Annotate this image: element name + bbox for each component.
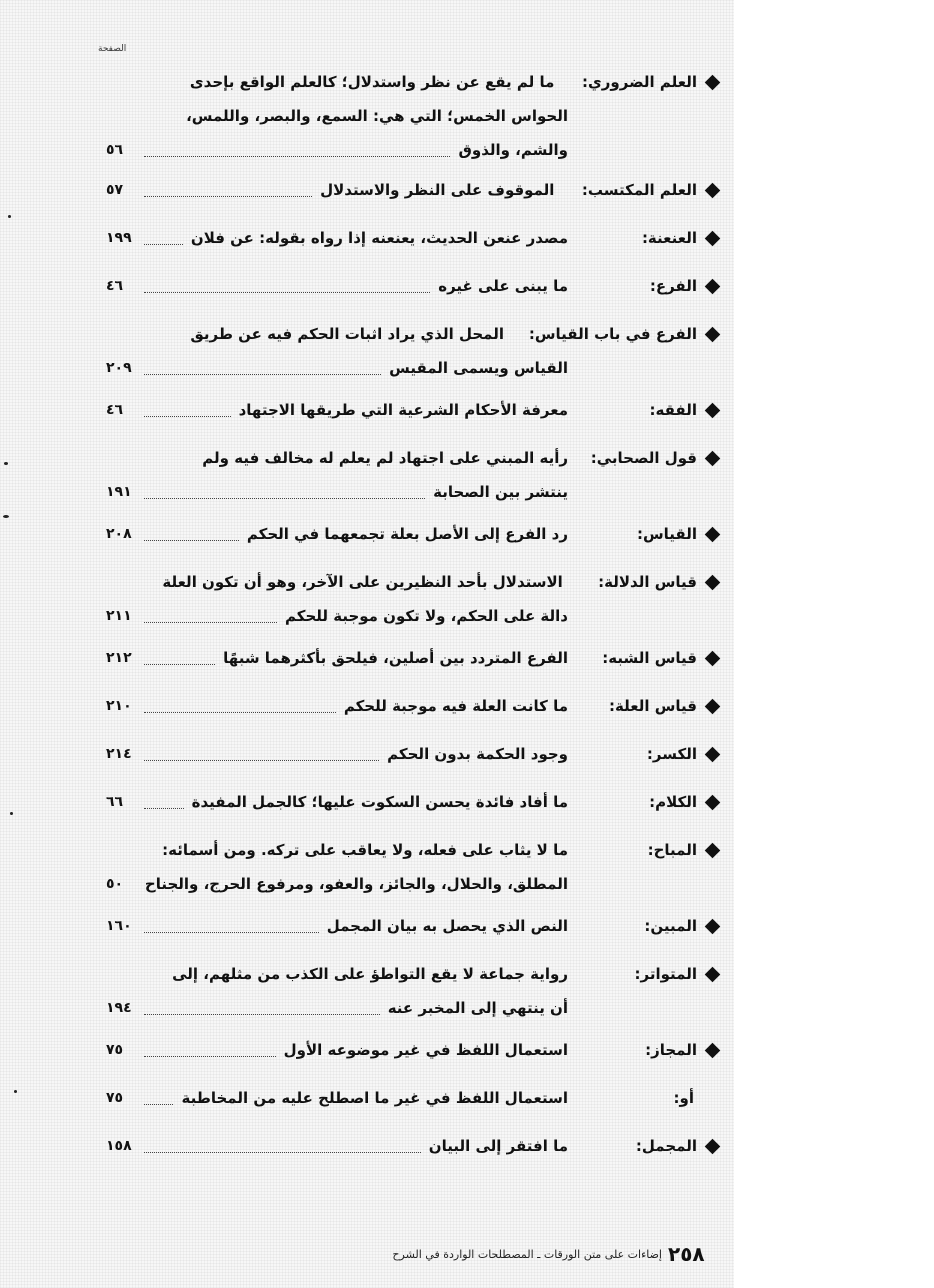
diamond-bullet-icon (705, 698, 721, 714)
entry-term-line (582, 70, 720, 94)
entry-definition-line: النص الذي يحصل به بيان المجمل (326, 917, 568, 935)
scan-speck (3, 515, 9, 518)
scan-speck (4, 462, 8, 465)
entry-term: الفقه: (649, 401, 697, 419)
entry-term-line (637, 522, 720, 546)
entry-definition-line: رد الفرع إلى الأصل بعلة تجمعهما في الحكم (246, 525, 568, 543)
entry-term: المتواتر: (634, 965, 697, 983)
entry-definition-line: الحواس الخمس؛ التي هي: السمع، والبصر، واللمس، (186, 107, 568, 125)
dot-leader (144, 622, 277, 623)
glossary-entry (100, 398, 720, 432)
diamond-bullet-icon (705, 574, 721, 590)
entry-page-number: ٢١١ (106, 608, 132, 624)
glossary-entry (100, 962, 720, 1030)
dot-leader (144, 712, 336, 713)
entry-term: الكلام: (649, 793, 697, 811)
entry-page-number: ١٩٩ (106, 230, 132, 246)
diamond-bullet-icon (705, 1138, 721, 1154)
entry-definition-line: معرفة الأحكام الشرعية التي طريقها الاجتهاد (238, 401, 568, 419)
glossary-entry (100, 1134, 720, 1168)
entry-term: العلم الضروري: (582, 73, 697, 91)
entry-term-line (645, 1038, 720, 1062)
entry-definition-line: الفرع المتردد بين أصلين، فيلحق بأكثرهما شبهًا (223, 649, 568, 667)
entry-definition-line: المطلق، والحلال، والجائز، والعفو، ومرفوع الحرج، والجناح (144, 875, 568, 893)
glossary-entry (100, 790, 720, 824)
entry-page-number: ٦٦ (106, 794, 124, 810)
entry-page-number: ٢١٢ (106, 650, 132, 666)
entry-page-number: ٤٦ (106, 402, 124, 418)
glossary-entry (100, 226, 720, 260)
entry-page-number: ١٩٤ (106, 1000, 132, 1016)
entry-definition-line: دالة على الحكم، ولا تكون موجبة للحكم (284, 607, 568, 625)
glossary-entry (100, 178, 720, 212)
entry-page-number: ١٦٠ (106, 918, 132, 934)
entry-page-number: ٢١٠ (106, 698, 132, 714)
entry-page-number: ٧٥ (106, 1042, 124, 1058)
dot-leader (144, 1056, 276, 1057)
dot-leader (144, 498, 425, 499)
diamond-bullet-icon (705, 230, 721, 246)
entry-definition-line: ما لا يثاب على فعله، ولا يعاقب على تركه. ومن أسمائه: (162, 841, 568, 859)
entry-term-line (644, 914, 720, 938)
dot-leader (144, 808, 184, 809)
entry-term-line (609, 694, 720, 718)
entry-term-line (648, 838, 720, 862)
entry-definition-line: رأيه المبني على اجتهاد لم يعلم له مخالف فيه ولم (202, 449, 568, 467)
diamond-bullet-icon (705, 278, 721, 294)
diamond-bullet-icon (705, 402, 721, 418)
page-number: ٢٥٨ (668, 1242, 705, 1266)
entry-page-number: ٢٠٩ (106, 360, 132, 376)
entry-term-line (650, 274, 720, 298)
entry-definition-line: ما افتقر إلى البيان (428, 1137, 568, 1155)
entry-definition-line: والشم، والذوق (458, 141, 568, 159)
entry-term: المبين: (644, 917, 697, 935)
glossary-entry (100, 522, 720, 556)
scan-speck (14, 1090, 17, 1093)
glossary-entry (100, 694, 720, 728)
entry-definition-line: ما يبنى على غيره (438, 277, 568, 295)
entry-term: قول الصحابي: (590, 449, 697, 467)
glossary-entry (100, 914, 720, 948)
running-footer-title: إضاءات على متن الورقات ـ المصطلحات الواردة في الشرح (392, 1248, 662, 1261)
entry-definition-line: الموقوف على النظر والاستدلال (320, 181, 555, 199)
entry-term-line (636, 1134, 720, 1158)
entry-definition-line: ما كانت العلة فيه موجبة للحكم (343, 697, 568, 715)
dot-leader (144, 416, 231, 417)
entry-term-line (649, 790, 720, 814)
entry-definition-line: ما لم يقع عن نظر واستدلال؛ كالعلم الواقع بإحدى (189, 73, 555, 91)
entry-term-line (650, 398, 720, 422)
glossary-entry (100, 838, 720, 906)
entry-term: المباح: (647, 841, 697, 859)
dot-leader (144, 196, 312, 197)
entry-term: قياس الشبه: (602, 649, 697, 667)
entry-definition-line: مصدر عنعن الحديث، يعنعنه إذا رواه بقوله: عن فلان (190, 229, 568, 247)
entry-term-line (591, 446, 720, 470)
entry-definition-line: الاستدلال بأحد النظيرين على الآخر، وهو أن تكون العلة (162, 573, 563, 591)
diamond-bullet-icon (705, 650, 721, 666)
diamond-bullet-icon (705, 918, 721, 934)
dot-leader (144, 760, 379, 761)
entry-term-line (598, 570, 720, 594)
scan-speck (10, 812, 13, 815)
glossary-entry (100, 742, 720, 776)
page-column-label: الصفحة (98, 44, 127, 54)
entry-term: المجاز: (645, 1041, 697, 1059)
diamond-bullet-icon (705, 794, 721, 810)
scan-speck (8, 215, 11, 218)
dot-leader (144, 374, 381, 375)
entry-definition-line: استعمال اللفظ في غير ما اصطلح عليه من المخاطبة (181, 1089, 568, 1107)
dot-leader (144, 540, 239, 541)
entry-term: القياس: (636, 525, 697, 543)
entry-definition-line: أن ينتهي إلى المخبر عنه (387, 999, 568, 1017)
entry-page-number: ٥٧ (106, 182, 124, 198)
diamond-bullet-icon (705, 842, 721, 858)
entry-page-number: ٥٦ (106, 142, 124, 158)
entry-page-number: ٥٠ (106, 876, 124, 892)
diamond-bullet-icon (705, 1042, 721, 1058)
glossary-entry (100, 1038, 720, 1072)
dot-leader (144, 292, 430, 293)
entry-term-line (582, 178, 720, 202)
entry-term: الكسر: (646, 745, 697, 763)
entry-definition-line: استعمال اللفظ في غير موضوعه الأول (283, 1041, 568, 1059)
entry-term-line (674, 1086, 720, 1110)
diamond-bullet-icon (705, 526, 721, 542)
glossary-entry (100, 322, 720, 390)
entry-term-line (635, 962, 720, 986)
entry-term-line (529, 322, 720, 346)
entry-page-number: ٤٦ (106, 278, 124, 294)
dot-leader (144, 932, 319, 933)
entry-term: الفرع في باب القياس: (528, 325, 697, 343)
entry-term: المجمل: (635, 1137, 697, 1155)
entry-definition-line: وجود الحكمة بدون الحكم (387, 745, 568, 763)
entry-term: أو: (673, 1089, 694, 1107)
entry-definition-line: ينتشر بين الصحابة (433, 483, 568, 501)
entry-term-line (647, 742, 720, 766)
entry-term-line (642, 226, 720, 250)
glossary-entry (100, 446, 720, 514)
diamond-bullet-icon (705, 450, 721, 466)
entry-term: قياس العلة: (609, 697, 697, 715)
glossary-entry (100, 274, 720, 308)
dot-leader (144, 1014, 380, 1015)
diamond-bullet-icon (705, 966, 721, 982)
glossary-entry (100, 1086, 720, 1120)
entry-term: الفرع: (649, 277, 697, 295)
entry-page-number: ٢٠٨ (106, 526, 132, 542)
diamond-bullet-icon (705, 182, 721, 198)
entry-definition-line: ما أفاد فائدة يحسن السكوت عليها؛ كالجمل المفيدة (191, 793, 568, 811)
entry-page-number: ١٥٨ (106, 1138, 132, 1154)
diamond-bullet-icon (705, 746, 721, 762)
dot-leader (144, 244, 183, 245)
entry-term: العلم المكتسب: (581, 181, 697, 199)
dot-leader (144, 1104, 173, 1105)
glossary-entry (100, 646, 720, 680)
dot-leader (144, 664, 215, 665)
entry-term-line (602, 646, 720, 670)
entry-term: العنعنة: (641, 229, 697, 247)
entry-term: قياس الدلالة: (598, 573, 697, 591)
glossary-entry (100, 570, 720, 638)
dot-leader (144, 1152, 421, 1153)
dot-leader (144, 156, 450, 157)
diamond-bullet-icon (705, 74, 721, 90)
entry-definition-line: القياس ويسمى المقيس (389, 359, 568, 377)
entry-page-number: ٧٥ (106, 1090, 124, 1106)
entry-definition-line: المحل الذي يراد اثبات الحكم فيه عن طريق (190, 325, 504, 343)
glossary-entry (100, 70, 720, 172)
diamond-bullet-icon (705, 326, 721, 342)
entry-page-number: ١٩١ (106, 484, 132, 500)
entry-definition-line: رواية جماعة لا يقع التواطؤ على الكذب من مثلهم، إلى (172, 965, 568, 983)
entry-page-number: ٢١٤ (106, 746, 132, 762)
